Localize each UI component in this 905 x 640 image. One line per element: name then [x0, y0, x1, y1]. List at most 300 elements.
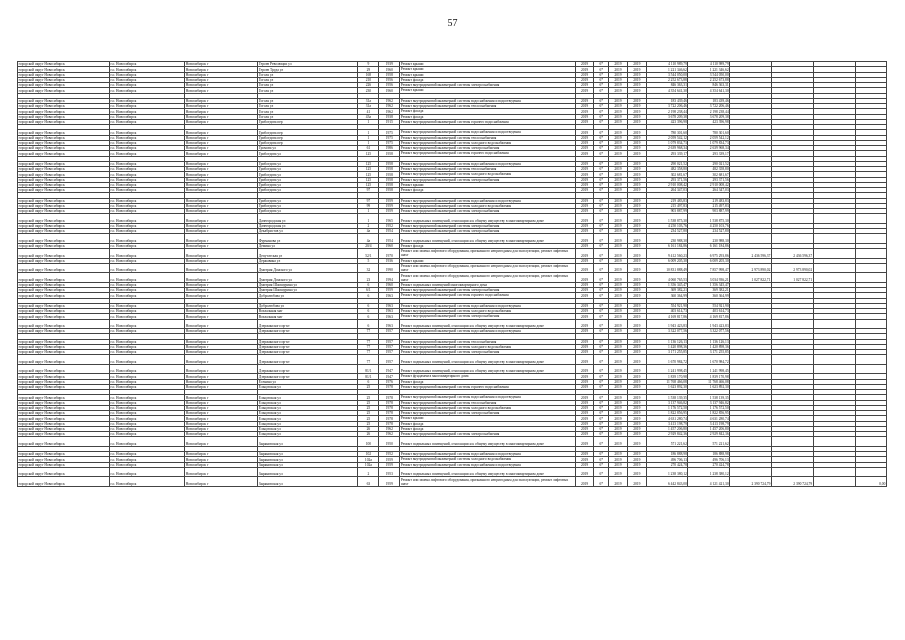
table-row — [18, 477, 887, 487]
cell-municipality: городской округ Новосибирск — [18, 421, 110, 426]
cell-work-type: Ремонт внутридомовой инженерной системы холодного водоснабжения — [400, 203, 575, 208]
cell-municipality: городской округ Новосибирск — [18, 339, 110, 344]
cell-year-plan: 2019 — [609, 411, 628, 416]
cell-year-start: 2019 — [575, 339, 594, 344]
cell-months: 6* — [594, 67, 609, 72]
cell-fund-cost: 4 354 641,30 — [688, 88, 730, 93]
cell-settlement: г.о. Новосибирск — [109, 355, 184, 365]
cell-total-cost: 403 614,73 — [646, 309, 688, 314]
cell-months: 6* — [594, 319, 609, 329]
cell-street: Гоголя ул — [258, 88, 358, 93]
cell-year-end: 2019 — [627, 62, 646, 67]
cell-year-plan: 2019 — [609, 374, 628, 379]
cell-year-end: 2019 — [627, 364, 646, 374]
cell-year-end: 2019 — [627, 172, 646, 177]
cell-year-start: 2019 — [575, 384, 594, 389]
cell-year-end: 2019 — [627, 452, 646, 457]
cell-street: Дзержинского пр-кт — [258, 355, 358, 365]
cell-total-cost: 6 442 843,00 — [646, 477, 688, 487]
cell-total-cost: 230 988,30 — [646, 234, 688, 244]
cell-settlement: г.о. Новосибирск — [109, 83, 184, 88]
cell-municipality: городской округ Новосибирск — [18, 114, 110, 119]
cell-year-end: 2019 — [627, 400, 646, 405]
cell-house: 6 — [358, 379, 379, 384]
cell-year-plan: 2019 — [609, 98, 628, 103]
cell-settlement: г.о. Новосибирск — [109, 98, 184, 103]
cell-settlement: г.о. Новосибирск — [109, 119, 184, 124]
cell-year-plan: 2019 — [609, 339, 628, 344]
cell-work-type: Ремонт подвальных помещений, относящихся к общему имуществу в многоквартирном доме — [400, 234, 575, 244]
cell-house: 26 — [358, 432, 379, 437]
cell-street: Грибоедова пер — [258, 119, 358, 124]
cell-fund-cost: 3 413 198,79 — [688, 421, 730, 426]
cell-year-start: 2019 — [575, 344, 594, 349]
cell-settlement: г.о. Новосибирск — [109, 411, 184, 416]
cell-total-cost: 482 358,80 — [646, 167, 688, 172]
cell-months: 6* — [594, 467, 609, 477]
cell-months: 6* — [594, 282, 609, 287]
cell-extra-c — [855, 234, 886, 244]
cell-build-year: 1970 — [379, 249, 400, 259]
cell-extra-b — [771, 364, 813, 374]
cell-street: Депутатская ул — [258, 249, 358, 259]
cell-house: 61 — [358, 146, 379, 151]
cell-fund-cost: 1 356 345,47 — [688, 282, 730, 287]
cell-months: 6* — [594, 384, 609, 389]
cell-work-type: Ремонт внутридомовой инженерной системы теплоснабжения — [400, 104, 575, 109]
cell-build-year: 1962 — [379, 109, 400, 114]
cell-year-plan: 2019 — [609, 72, 628, 77]
cell-year-end: 2019 — [627, 421, 646, 426]
cell-year-end: 2019 — [627, 374, 646, 379]
cell-build-year: 1962 — [379, 98, 400, 103]
cell-year-start: 2019 — [575, 98, 594, 103]
cell-street: Ельцовская ул — [258, 384, 358, 389]
cell-fund-cost: 4 169 817,86 — [688, 314, 730, 319]
cell-settlement: г.о. Новосибирск — [109, 374, 184, 379]
cell-fund-cost: 2 252 673,88 — [688, 77, 730, 82]
cell-settlement: г.о. Новосибирск — [109, 243, 184, 248]
cell-house: 25 — [358, 395, 379, 400]
cell-year-start: 2019 — [575, 198, 594, 203]
cell-work-type: Ремонт или замена лифтового оборудования, признанного непригодным для эксплуатации, ремонт лифтовых шахт — [400, 263, 575, 273]
cell-year-start: 2019 — [575, 146, 594, 151]
cell-house: 226 — [358, 83, 379, 88]
cell-total-cost: 1 241 998,45 — [646, 364, 688, 374]
cell-fund-cost: 423 396,98 — [688, 119, 730, 124]
cell-months: 6* — [594, 172, 609, 177]
cell-city: Новосибирск г — [185, 198, 258, 203]
cell-work-type: Ремонт фасада — [400, 188, 575, 193]
cell-municipality: городской округ Новосибирск — [18, 243, 110, 248]
cell-build-year: 1986 — [379, 146, 400, 151]
cell-municipality: городской округ Новосибирск — [18, 77, 110, 82]
cell-fund-cost: 4 631 280,74 — [688, 416, 730, 421]
cell-work-type: Ремонт внутридомовой инженерной системы водоснабжения и водоотведения — [400, 130, 575, 135]
cell-total-cost: 183 439,46 — [646, 98, 688, 103]
cell-fund-cost: 183 439,46 — [688, 98, 730, 103]
cell-year-plan: 2019 — [609, 161, 628, 166]
cell-municipality: городской округ Новосибирск — [18, 411, 110, 416]
cell-extra-c — [855, 319, 886, 329]
cell-extra-b — [771, 437, 813, 447]
table-row — [18, 319, 887, 329]
table-body — [18, 62, 887, 487]
cell-street: Грибоедова ул — [258, 172, 358, 177]
cell-year-start: 2019 — [575, 421, 594, 426]
cell-city: Новосибирск г — [185, 426, 258, 431]
cell-months: 6* — [594, 88, 609, 93]
cell-months: 6* — [594, 104, 609, 109]
cell-extra-c — [855, 249, 886, 259]
cell-settlement: г.о. Новосибирск — [109, 263, 184, 273]
cell-build-year: 1947 — [379, 374, 400, 379]
cell-months: 6* — [594, 374, 609, 379]
cell-house: 2 — [358, 467, 379, 477]
cell-street: Ельцовская ул — [258, 405, 358, 410]
cell-street: Героев Труда ул — [258, 67, 358, 72]
cell-street: Дачегородская ул — [258, 223, 358, 228]
cell-city: Новосибирск г — [185, 209, 258, 214]
cell-year-end: 2019 — [627, 416, 646, 421]
table-row — [18, 273, 887, 283]
cell-municipality: городской округ Новосибирск — [18, 309, 110, 314]
cell-months: 6* — [594, 167, 609, 172]
cell-total-cost: 780 301,60 — [646, 130, 688, 135]
cell-total-cost: 1 079 834,73 — [646, 140, 688, 145]
cell-year-start: 2019 — [575, 258, 594, 263]
cell-year-start: 2019 — [575, 314, 594, 319]
cell-total-cost: 215 497,83 — [646, 203, 688, 208]
cell-build-year: 1959 — [379, 198, 400, 203]
cell-work-type: Ремонт внутридомовой инженерной системы электроснабжения — [400, 411, 575, 416]
cell-year-plan: 2019 — [609, 467, 628, 477]
cell-settlement: г.о. Новосибирск — [109, 88, 184, 93]
cell-blank — [813, 364, 855, 374]
cell-year-start: 2019 — [575, 462, 594, 467]
cell-year-end: 2019 — [627, 462, 646, 467]
cell-year-start: 2019 — [575, 400, 594, 405]
cell-year-start: 2019 — [575, 161, 594, 166]
cell-year-start: 2019 — [575, 411, 594, 416]
cell-extra-b — [771, 234, 813, 244]
cell-build-year: 1958 — [379, 172, 400, 177]
cell-city: Новосибирск г — [185, 293, 258, 298]
cell-extra-c — [855, 273, 886, 283]
cell-street: Державина ул — [258, 258, 358, 263]
cell-municipality: городской округ Новосибирск — [18, 344, 110, 349]
cell-municipality: городской округ Новосибирск — [18, 462, 110, 467]
cell-municipality: городской округ Новосибирск — [18, 364, 110, 374]
cell-street: Грибоедова ул — [258, 161, 358, 166]
cell-build-year: 1956 — [379, 83, 400, 88]
cell-year-end: 2019 — [627, 249, 646, 259]
cell-build-year: 1990 — [379, 263, 400, 273]
cell-house: 125 — [358, 182, 379, 187]
cell-work-type: Ремонт внутридомовой инженерной системы холодного водоснабжения — [400, 405, 575, 410]
cell-city: Новосибирск г — [185, 177, 258, 182]
cell-house: 41 — [358, 109, 379, 114]
cell-year-end: 2019 — [627, 209, 646, 214]
cell-year-start: 2019 — [575, 467, 594, 477]
cell-house: 102 — [358, 452, 379, 457]
cell-year-plan: 2019 — [609, 263, 628, 273]
cell-city: Новосибирск г — [185, 364, 258, 374]
cell-year-plan: 2019 — [609, 282, 628, 287]
cell-municipality: городской округ Новосибирск — [18, 167, 110, 172]
cell-municipality: городской округ Новосибирск — [18, 151, 110, 156]
cell-municipality: городской округ Новосибирск — [18, 214, 110, 224]
cell-total-cost: 3 322 077,56 — [646, 329, 688, 334]
cell-build-year: 1959 — [379, 457, 400, 462]
cell-work-type: Ремонт внутридомовой инженерной системы электроснабжения — [400, 209, 575, 214]
cell-street: Вокзальная маг — [258, 314, 358, 319]
cell-total-cost: 2 929 842,36 — [646, 432, 688, 437]
cell-year-end: 2019 — [627, 229, 646, 234]
cell-municipality: городской округ Новосибирск — [18, 293, 110, 298]
cell-year-start: 2019 — [575, 437, 594, 447]
cell-months: 6* — [594, 249, 609, 259]
cell-work-type: Ремонт фундамента многоквартирного дома — [400, 374, 575, 379]
cell-year-end: 2019 — [627, 72, 646, 77]
cell-total-cost: 903 887,99 — [646, 209, 688, 214]
cell-municipality: городской округ Новосибирск — [18, 88, 110, 93]
cell-settlement: г.о. Новосибирск — [109, 309, 184, 314]
cell-house: 102а — [358, 462, 379, 467]
cell-house: 20/4 — [358, 243, 379, 248]
cell-blank — [813, 319, 855, 329]
cell-street: Ельцовская ул — [258, 395, 358, 400]
cell-year-start: 2019 — [575, 72, 594, 77]
cell-settlement: г.о. Новосибирск — [109, 258, 184, 263]
cell-year-plan: 2019 — [609, 109, 628, 114]
cell-build-year: 1960 — [379, 243, 400, 248]
cell-total-cost: 1 221 346,62 — [646, 67, 688, 72]
cell-work-type: Ремонт внутридомовой инженерной системы холодного водоснабжения — [400, 457, 575, 462]
cell-extra-b: 1 027 822,71 — [771, 273, 813, 283]
cell-blank — [813, 355, 855, 365]
cell-build-year: 1978 — [379, 395, 400, 400]
cell-extra-c — [855, 263, 886, 273]
cell-work-type: Ремонт внутридомовой инженерной системы холодного водоснабжения — [400, 309, 575, 314]
cell-settlement: г.о. Новосибирск — [109, 161, 184, 166]
cell-year-start: 2019 — [575, 243, 594, 248]
cell-year-plan: 2019 — [609, 437, 628, 447]
cell-fund-cost: 360 364,99 — [688, 293, 730, 298]
cell-fund-cost: 230 988,30 — [688, 234, 730, 244]
cell-months: 6* — [594, 109, 609, 114]
cell-city: Новосибирск г — [185, 400, 258, 405]
cell-year-end: 2019 — [627, 309, 646, 314]
cell-year-plan: 2019 — [609, 395, 628, 400]
cell-year-end: 2019 — [627, 119, 646, 124]
cell-work-type: Ремонт подвальных помещений многоквартирного дома — [400, 282, 575, 287]
cell-settlement: г.о. Новосибирск — [109, 109, 184, 114]
cell-municipality: городской округ Новосибирск — [18, 177, 110, 182]
cell-extra-c — [855, 364, 886, 374]
cell-total-cost: 571 221,62 — [646, 437, 688, 447]
cell-work-type: Ремонт крыши — [400, 62, 575, 67]
cell-city: Новосибирск г — [185, 344, 258, 349]
cell-year-start: 2019 — [575, 355, 594, 365]
cell-year-plan: 2019 — [609, 135, 628, 140]
cell-total-cost: 3 137 946,82 — [646, 400, 688, 405]
cell-settlement: г.о. Новосибирск — [109, 339, 184, 344]
cell-city: Новосибирск г — [185, 223, 258, 228]
cell-street: Добролюбова ул — [258, 293, 358, 298]
cell-extra-c — [855, 437, 886, 447]
cell-street: Грибоедова ул — [258, 209, 358, 214]
cell-fund-cost: 496 706,13 — [688, 457, 730, 462]
cell-year-start: 2019 — [575, 303, 594, 308]
cell-year-start: 2019 — [575, 452, 594, 457]
cell-year-plan: 2019 — [609, 249, 628, 259]
cell-city: Новосибирск г — [185, 88, 258, 93]
cell-year-plan: 2019 — [609, 477, 628, 487]
cell-house: 168 — [358, 72, 379, 77]
cell-city: Новосибирск г — [185, 77, 258, 82]
cell-settlement: г.о. Новосибирск — [109, 214, 184, 224]
cell-city: Новосибирск г — [185, 62, 258, 67]
cell-street: Дмитрия Донского ул — [258, 273, 358, 283]
cell-fund-cost: 4 121 421,30 — [688, 477, 730, 487]
cell-house: 99 — [358, 203, 379, 208]
cell-months: 6* — [594, 77, 609, 82]
cell-build-year: 1963 — [379, 309, 400, 314]
cell-year-end: 2019 — [627, 67, 646, 72]
cell-blank — [813, 214, 855, 224]
cell-city: Новосибирск г — [185, 72, 258, 77]
cell-year-end: 2019 — [627, 88, 646, 93]
cell-year-plan: 2019 — [609, 405, 628, 410]
cell-street: Грибоедова ул — [258, 182, 358, 187]
cell-settlement: г.о. Новосибирск — [109, 67, 184, 72]
cell-settlement: г.о. Новосибирск — [109, 135, 184, 140]
cell-city: Новосибирск г — [185, 98, 258, 103]
cell-year-end: 2019 — [627, 303, 646, 308]
cell-settlement: г.о. Новосибирск — [109, 452, 184, 457]
cell-street: Гоголя ул — [258, 104, 358, 109]
cell-year-start: 2019 — [575, 405, 594, 410]
cell-year-start: 2019 — [575, 364, 594, 374]
cell-year-end: 2019 — [627, 457, 646, 462]
cell-city: Новосибирск г — [185, 467, 258, 477]
cell-build-year: 1959 — [379, 288, 400, 293]
cell-house: 4а — [358, 229, 379, 234]
cell-street: Дмитрия Шамшурина ул — [258, 288, 358, 293]
cell-year-start: 2019 — [575, 172, 594, 177]
cell-year-end: 2019 — [627, 130, 646, 135]
cell-year-start: 2019 — [575, 426, 594, 431]
cell-total-cost: 3 413 198,79 — [646, 421, 688, 426]
cell-fund-cost: 2 929 842,36 — [688, 432, 730, 437]
cell-build-year: 1958 — [379, 151, 400, 156]
cell-street: Грибоедова пер — [258, 135, 358, 140]
cell-work-type: Ремонт внутридомовой инженерной системы водоснабжения и водоотведения — [400, 303, 575, 308]
cell-settlement: г.о. Новосибирск — [109, 314, 184, 319]
cell-year-end: 2019 — [627, 426, 646, 431]
cell-year-plan: 2019 — [609, 462, 628, 467]
cell-house: 43а — [358, 114, 379, 119]
cell-build-year: 1938 — [379, 114, 400, 119]
cell-city: Новосибирск г — [185, 249, 258, 259]
cell-fund-cost: 1 538 139,35 — [688, 395, 730, 400]
cell-work-type: Ремонт внутридомовой инженерной системы электроснабжения — [400, 288, 575, 293]
table-row — [18, 249, 887, 259]
cell-municipality: городской округ Новосибирск — [18, 395, 110, 400]
cell-months: 6* — [594, 198, 609, 203]
cell-extra-c — [855, 214, 886, 224]
cell-total-cost: 6 161 184,86 — [646, 243, 688, 248]
cell-settlement: г.о. Новосибирск — [109, 172, 184, 177]
cell-year-plan: 2019 — [609, 223, 628, 228]
cell-fund-cost: 1 943 423,83 — [688, 319, 730, 329]
cell-house: 32 — [358, 263, 379, 273]
cell-work-type: Ремонт подвальных помещений, относящихся к общему имуществу в многоквартирном доме — [400, 467, 575, 477]
cell-months: 6* — [594, 62, 609, 67]
cell-settlement: г.о. Новосибирск — [109, 223, 184, 228]
cell-build-year: 1958 — [379, 161, 400, 166]
cell-year-start: 2019 — [575, 249, 594, 259]
cell-total-cost: 369 382,21 — [646, 288, 688, 293]
cell-total-cost: 3 678 209,38 — [646, 114, 688, 119]
cell-year-end: 2019 — [627, 188, 646, 193]
cell-year-start: 2019 — [575, 319, 594, 329]
cell-settlement: г.о. Новосибирск — [109, 395, 184, 400]
cell-year-start: 2019 — [575, 67, 594, 72]
cell-extra-a: 1 027 822,71 — [730, 273, 772, 283]
cell-total-cost: 1 538 875,30 — [646, 214, 688, 224]
cell-fund-cost: 403 614,73 — [688, 309, 730, 314]
cell-city: Новосибирск г — [185, 282, 258, 287]
cell-total-cost: 2 059 542,12 — [646, 135, 688, 140]
cell-year-plan: 2019 — [609, 77, 628, 82]
cell-year-plan: 2019 — [609, 384, 628, 389]
cell-municipality: городской округ Новосибирск — [18, 209, 110, 214]
cell-build-year: 1978 — [379, 405, 400, 410]
cell-settlement: г.о. Новосибирск — [109, 379, 184, 384]
cell-work-type: Ремонт крыши — [400, 67, 575, 72]
cell-year-plan: 2019 — [609, 182, 628, 187]
cell-year-plan: 2019 — [609, 167, 628, 172]
repair-program-table — [17, 61, 887, 487]
cell-house: 77 — [358, 350, 379, 355]
cell-build-year: 1958 — [379, 72, 400, 77]
cell-fund-cost: 1 238 380,12 — [688, 467, 730, 477]
cell-work-type: Ремонт подвальных помещений, относящихся к общему имуществу в многоквартирном доме — [400, 364, 575, 374]
cell-house: 125 — [358, 167, 379, 172]
cell-blank — [813, 234, 855, 244]
cell-municipality: городской округ Новосибирск — [18, 350, 110, 355]
cell-total-cost: 9 412 560,23 — [646, 249, 688, 259]
cell-total-cost: 4 060 765,53 — [646, 273, 688, 283]
cell-municipality: городской округ Новосибирск — [18, 379, 110, 384]
cell-work-type: Ремонт фасада — [400, 243, 575, 248]
cell-city: Новосибирск г — [185, 384, 258, 389]
cell-city: Новосибирск г — [185, 452, 258, 457]
cell-street: Зыряновская ул — [258, 477, 358, 487]
cell-year-plan: 2019 — [609, 421, 628, 426]
cell-year-plan: 2019 — [609, 432, 628, 437]
cell-municipality: городской округ Новосибирск — [18, 140, 110, 145]
cell-year-start: 2019 — [575, 203, 594, 208]
cell-settlement: г.о. Новосибирск — [109, 344, 184, 349]
cell-year-start: 2019 — [575, 62, 594, 67]
cell-months: 6* — [594, 177, 609, 182]
cell-total-cost: 4 631 280,74 — [646, 416, 688, 421]
cell-fund-cost: 264 347,03 — [688, 188, 730, 193]
cell-house: 77 — [358, 339, 379, 344]
